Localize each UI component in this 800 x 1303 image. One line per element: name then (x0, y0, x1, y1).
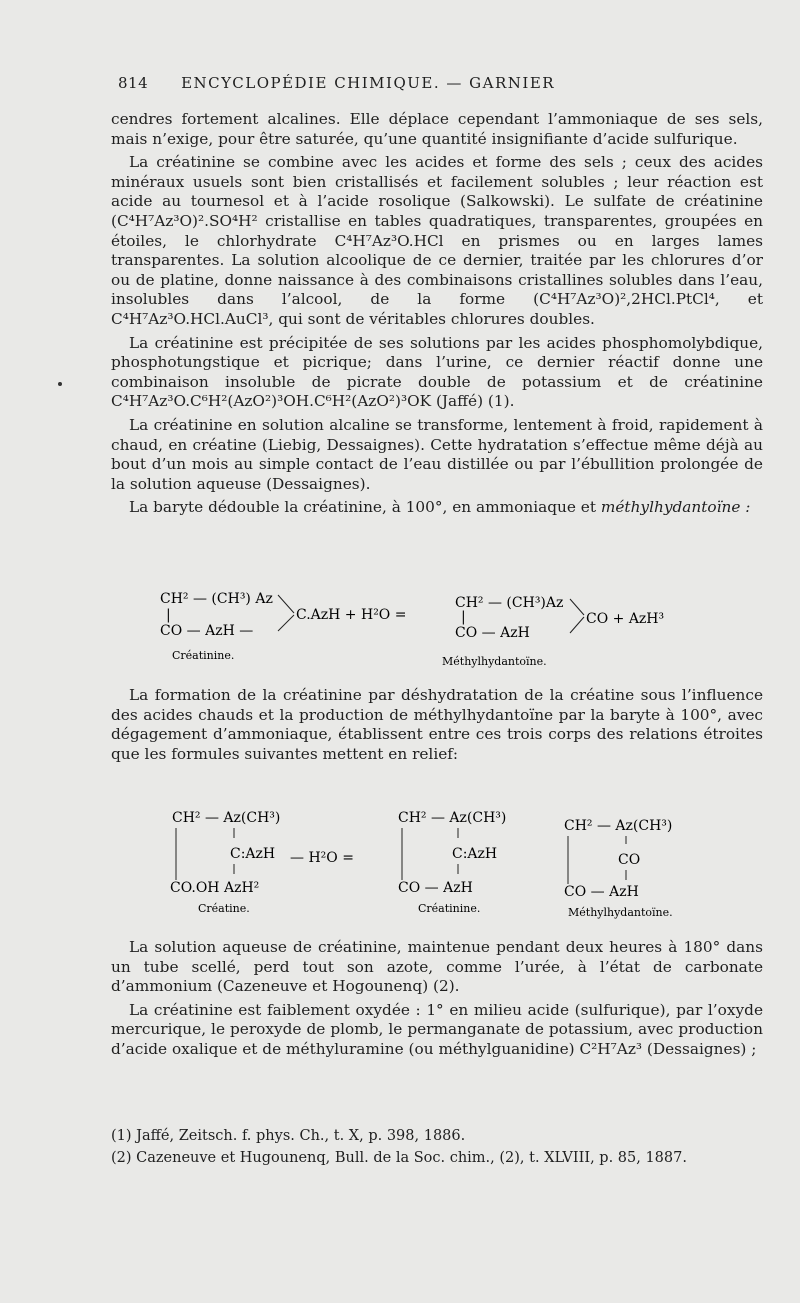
body-text-1 (111, 110, 763, 522)
svg-text:C:AzH: C:AzH (452, 846, 498, 862)
svg-text:CH² — Az(CH³): CH² — Az(CH³) (398, 810, 507, 826)
footnote: (1) Jaffé, Zeitsch. f. phys. Ch., t. X, p. 398, 1886. (111, 1128, 466, 1144)
svg-text:|: | (461, 609, 466, 625)
eq1-left-top: CH² — (CH³) Az (160, 591, 273, 607)
svg-text:C:AzH: C:AzH (230, 846, 276, 862)
paragraph: La créatinine est précipitée de ses solutions par les acides phosphomolybdique, phosphotungstique et picrique; dans l’urine, ce dernier réactif donne une combinaison insoluble de picrate double de potassium et de créatinine C⁴H⁷Az³O.C⁶H²(AzO²)³OH.C⁶H²(AzO²)³OK (Jaffé) (1). (111, 333, 763, 411)
margin-dot (58, 382, 62, 386)
paragraph: cendres fortement alcalines. Elle déplace cependant l’ammoniaque de ses sels, mais n’exige, pour être saturée, qu’une quantité insignifiante d’acide sulfurique. (111, 110, 763, 148)
italic-term: méthylhydantoïne : (600, 498, 751, 517)
paragraph: La créatinine est faiblement oxydée : 1° en milieu acide (sulfurique), par l’oxyde mercurique, le peroxyde de plomb, le permanganate de potassium, avec production d’acide oxalique et de méthyluramine (ou méthylguanidine) C²H⁷Az³ (Dessaignes) ; (111, 1000, 763, 1058)
svg-text:CO — AzH: CO — AzH (398, 880, 473, 896)
caption-methylhydantoine: Méthylhydantoïne. (442, 655, 547, 668)
paragraph: La solution aqueuse de créatinine, maintenue pendant deux heures à 180° dans un tube scellé, perd tout son azote, comme l’urée, à l’état de carbonate d’ammonium (Cazeneuve et Hogounenq) (2). (111, 938, 763, 996)
footnote: (2) Cazeneuve et Hugounenq, Bull. de la Soc. chim., (2), t. XLVIII, p. 85, 1887. (111, 1150, 687, 1166)
paragraph: La baryte dédouble la créatinine, à 100°, en ammoniaque et méthylhydantoïne : (129, 498, 751, 517)
paragraph: La créatinine se combine avec les acides et forme des sels ; ceux des acides minéraux usuels sont bien cristallisés et facilement solubles ; leur réaction est acide au tournesol et à l’acide rosolique (Salkowski). Le sulfate de créatinine (C⁴H⁷Az³O)².SO⁴H² cristallise en tables quadratiques, transparentes, groupées en étoiles, le chlorhydrate C⁴H⁷Az³O.HCl en prismes ou en larges lames transparentes. La solution alcoolique de ce dernier, traitée par les chlorures d’or ou de platine, donne naissance à des combinaisons cristallines solubles dans l’eau, insolubles dans l’alcool, de la forme (C⁴H⁷Az³O)²,2HCl.PtCl⁴, et C⁴H⁷Az³O.HCl.AuCl³, qui sont de véritables chlorures doubles. (111, 153, 763, 328)
eq1-middle: C.AzH + H²O = (296, 607, 407, 623)
svg-text:CO — AzH: CO — AzH (564, 884, 639, 900)
running-header (118, 74, 588, 92)
eq1-left-bottom: CO — AzH — (160, 623, 254, 639)
svg-text:CO.OH AzH²: CO.OH AzH² (170, 880, 260, 896)
equation-2 (160, 800, 760, 940)
caption-creatinine: Créatinine. (172, 649, 235, 662)
body-text-2 (111, 686, 763, 768)
body-text-3 (111, 938, 763, 1064)
svg-text:CH² — Az(CH³): CH² — Az(CH³) (172, 810, 281, 826)
svg-text:Créatinine.: Créatinine. (418, 902, 481, 915)
svg-text:|: | (166, 607, 171, 623)
svg-text:— H²O =: — H²O = (290, 850, 354, 866)
paragraph: La créatinine en solution alcaline se transforme, lentement à froid, rapidement à chaud, en créatine (Liebig, Dessaignes). Cette hydratation s’effectue même déjà au bout d’un mois au simple contact de l’eau distillée ou par l’ébullition prolongée de la solution aqueuse (Dessaignes). (111, 415, 763, 493)
paragraph: La formation de la créatinine par déshydratation de la créatine sous l’influence des acides chauds et la production de méthylhydantoïne par la baryte à 100°, avec dégagement d’ammoniaque, établissent entre ces trois corps des relations étroites que les formules suivantes mettent en relief: (111, 686, 763, 763)
eq1-right-bottom: CO — AzH (455, 625, 530, 641)
svg-text:Méthylhydantoïne.: Méthylhydantoïne. (568, 906, 673, 919)
svg-text:Créatine.: Créatine. (198, 902, 250, 915)
svg-text:CH² — Az(CH³): CH² — Az(CH³) (564, 818, 673, 834)
footnotes (111, 1125, 763, 1169)
running-title: ENCYCLOPÉDIE CHIMIQUE. — GARNIER (181, 74, 556, 92)
svg-text:CO: CO (618, 852, 641, 868)
eq1-products: CO + AzH³ (586, 611, 665, 627)
page-number: 814 (118, 74, 149, 92)
equation-1 (160, 583, 760, 683)
eq1-right-top: CH² — (CH³)Az (455, 595, 564, 611)
